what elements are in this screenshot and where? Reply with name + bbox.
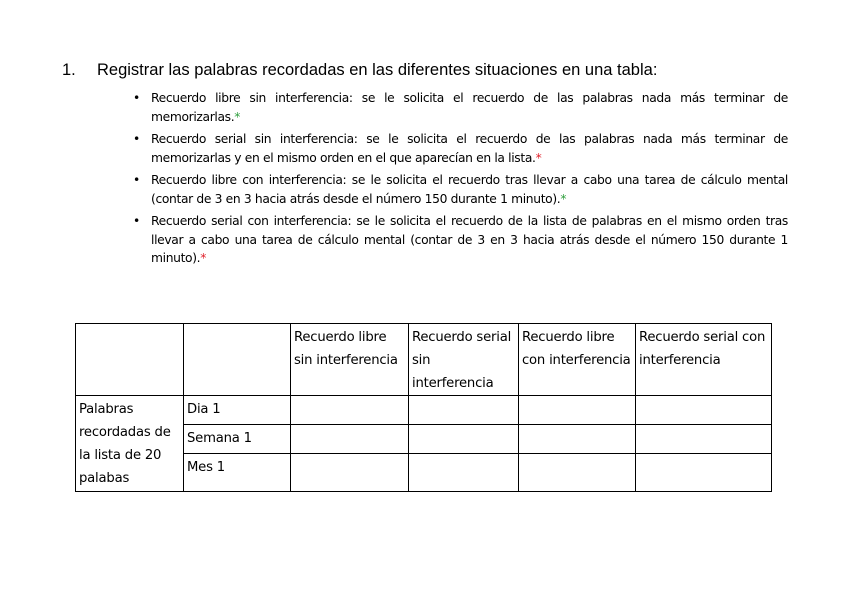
table-cell[interactable] xyxy=(519,425,636,454)
table-cell[interactable] xyxy=(291,425,409,454)
bullet-item xyxy=(133,212,788,268)
row-label: Mes 1 xyxy=(184,454,291,492)
table-cell[interactable] xyxy=(409,425,519,454)
empty-header-cell xyxy=(76,324,184,396)
instruction-heading xyxy=(62,60,802,80)
results-table xyxy=(75,323,772,492)
column-header: Recuerdo serial sin interferencia xyxy=(409,324,519,396)
empty-header-cell xyxy=(184,324,291,396)
table-cell[interactable] xyxy=(636,425,772,454)
table-cell[interactable] xyxy=(291,396,409,425)
bullet-item xyxy=(133,130,788,167)
bullet-dot: • xyxy=(133,91,140,105)
bullet-item xyxy=(133,89,788,126)
asterisk-mark: * xyxy=(200,251,207,265)
bullet-dot: • xyxy=(133,173,140,187)
bullet-dot: • xyxy=(133,132,140,146)
table-cell[interactable] xyxy=(636,396,772,425)
bullet-text: Recuerdo libre con interferencia: se le solicita el recuerdo tras llevar a cabo una tarea de cálculo mental (contar de 3 en 3 hacia atrás desde el número 150 durante 1 minuto). xyxy=(151,173,788,206)
heading-number: 1. xyxy=(62,61,76,79)
asterisk-mark: * xyxy=(234,109,241,124)
bullet-item xyxy=(133,171,788,208)
table-cell[interactable] xyxy=(519,396,636,425)
table-cell[interactable] xyxy=(636,454,772,492)
table-row xyxy=(76,396,772,425)
bullet-list xyxy=(133,89,788,272)
table-cell[interactable] xyxy=(409,396,519,425)
row-label: Semana 1 xyxy=(184,425,291,454)
table-cell[interactable] xyxy=(291,454,409,492)
row-label: Dia 1 xyxy=(184,396,291,425)
row-group-label: Palabras recordadas de la lista de 20 palabas xyxy=(76,396,184,492)
bullet-text: Recuerdo serial con interferencia: se le solicita el recuerdo de la lista de palabras en el mismo orden tras llevar a cabo una tarea de cálculo mental (contar de 3 en 3 hacia atrás desde el número 150 durante 1 minuto). xyxy=(151,214,788,265)
bullet-text: Recuerdo libre sin interferencia: se le solicita el recuerdo de las palabras nada más terminar de memorizarlas. xyxy=(151,91,788,124)
bullet-text: Recuerdo serial sin interferencia: se le solicita el recuerdo de las palabras nada más terminar de memorizarlas y en el mismo orden en el que aparecían en la lista. xyxy=(151,132,788,165)
heading-text: Registrar las palabras recordadas en las diferentes situaciones en una tabla: xyxy=(97,61,658,79)
bullet-dot: • xyxy=(133,214,140,228)
table-header-row xyxy=(76,324,772,396)
asterisk-mark: * xyxy=(535,150,542,165)
column-header: Recuerdo serial con interferencia xyxy=(636,324,772,396)
column-header: Recuerdo libre sin interferencia xyxy=(291,324,409,396)
asterisk-mark: * xyxy=(560,191,567,206)
table-cell[interactable] xyxy=(519,454,636,492)
column-header: Recuerdo libre con interferencia xyxy=(519,324,636,396)
table-cell[interactable] xyxy=(409,454,519,492)
